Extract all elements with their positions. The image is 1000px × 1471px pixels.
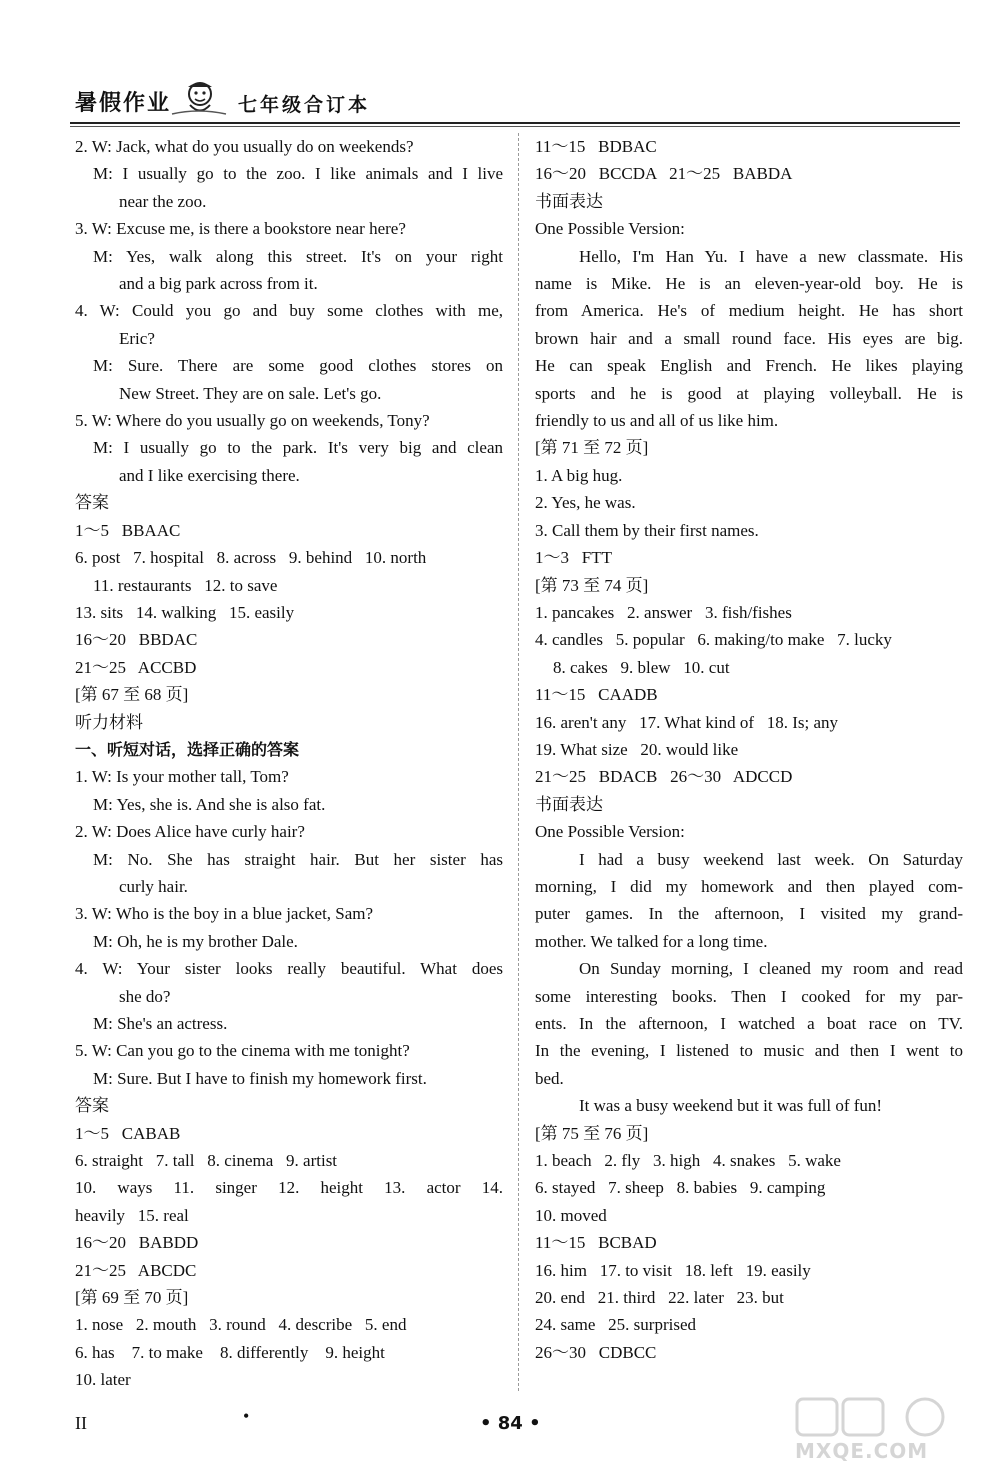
right-column-line: 10. moved — [535, 1205, 607, 1225]
right-column-line: 16. him 17. to visit 18. left 19. easily — [535, 1260, 811, 1280]
right-column-line: mother. We talked for a long time. — [535, 931, 768, 951]
right-column-line: One Possible Version: — [535, 822, 685, 842]
right-column-line: friendly to us and all of us like him. — [535, 411, 779, 431]
left-column-line: M: She's an actress. — [93, 1014, 228, 1033]
left-column-line: 6. post 7. hospital 8. across 9. behind 10. north — [75, 548, 427, 568]
right-column-line: He can speak English and French. He likes playing — [535, 356, 963, 376]
left-column-line: M: Yes, walk along this street. It's on your right — [93, 246, 503, 266]
right-column-line: 11～15 BDBAC — [535, 137, 657, 156]
right-column-line: 24. same 25. surprised — [535, 1315, 697, 1335]
mascot-logo-icon — [168, 78, 230, 118]
right-column-line: In the evening, I listened to music and then I went to — [535, 1041, 963, 1061]
right-column-line: [第 71 至 72 页] — [535, 438, 649, 458]
left-column-line: [第 67 至 68 页] — [75, 685, 189, 705]
book-brand: 暑假作业 — [75, 90, 172, 116]
left-column — [75, 133, 503, 1394]
right-column-line: Hello, I'm Han Yu. I have a new classmate. His — [579, 246, 963, 266]
right-column-line: 16. aren't any 17. What kind of 18. Is; any — [535, 712, 839, 732]
right-column-line: brown hair and a small round face. His eyes are big. — [535, 328, 963, 348]
right-column-line: from America. He's of medium height. He has short — [535, 301, 963, 321]
right-column-line: 16～20 BCCDA 21～25 BABDA — [535, 164, 793, 184]
right-column-line: 11～15 CAADB — [535, 685, 658, 705]
left-column-line: 6. has 7. to make 8. differently 9. height — [75, 1342, 385, 1362]
right-column-line: [第 75 至 76 页] — [535, 1123, 649, 1143]
left-column-line: 21～25 ABCDC — [75, 1260, 197, 1280]
left-column-line: 1～5 CABAB — [75, 1123, 181, 1143]
right-column-line: I had a busy weekend last week. On Saturday — [579, 849, 963, 869]
left-column-line: 16～20 BABDD — [75, 1233, 199, 1253]
right-column-line: 2. Yes, he was. — [535, 493, 636, 513]
watermark-logo-icon — [795, 1395, 970, 1439]
left-column-line: M: Yes, she is. And she is also fat. — [93, 794, 326, 814]
left-column-line: 5. W: Can you go to the cinema with me tonight? — [75, 1041, 410, 1061]
left-column-line: 答案 — [75, 493, 109, 513]
left-column-line: 3. W: Who is the boy in a blue jacket, Sam? — [75, 904, 374, 924]
book-subtitle: 七年级合订本 — [238, 94, 371, 116]
header-rule — [70, 122, 960, 124]
footer-dot: • — [243, 1406, 250, 1426]
left-column-line: M: No. She has straight hair. But her sister has — [93, 849, 503, 869]
right-column-line: It was a busy weekend but it was full of fun! — [579, 1096, 883, 1116]
right-column-line: 26～30 CDBCC — [535, 1342, 657, 1362]
right-column-line: 1. pancakes 2. answer 3. fish/fishes — [535, 602, 792, 622]
left-column-line: 6. straight 7. tall 8. cinema 9. artist — [75, 1151, 338, 1171]
left-column-line: M: I usually go to the zoo. I like animals and I live — [93, 164, 503, 184]
left-column-line: 4. W: Could you go and buy some clothes with me, — [75, 301, 503, 321]
right-column-line: 书面表达 — [535, 191, 603, 211]
right-column-line: One Possible Version: — [535, 219, 685, 239]
left-column-line: 4. W: Your sister looks really beautiful. What does — [75, 959, 503, 979]
left-column-line: curly hair. — [119, 876, 188, 896]
right-column-line: name is Mike. He is an eleven-year-old boy. He is — [535, 274, 963, 294]
right-column-line: On Sunday morning, I cleaned my room and read — [579, 959, 963, 979]
right-column-line: sports and he is good at playing volleyball. He is — [535, 383, 963, 403]
left-column-line: 21～25 ACCBD — [75, 657, 197, 677]
right-column-line: 书面表达 — [535, 794, 603, 814]
left-column-line: 一、听短对话，选择正确的答案 — [75, 739, 300, 759]
left-column-line: M: Sure. But I have to finish my homework first. — [93, 1068, 427, 1088]
page-header — [70, 78, 960, 124]
left-column-line: 1～5 BBAAC — [75, 520, 181, 540]
left-column-line: M: Oh, he is my brother Dale. — [93, 931, 298, 951]
left-column-line: 2. W: Jack, what do you usually do on weekends? — [75, 137, 414, 156]
left-column-line: 1. W: Is your mother tall, Tom? — [75, 767, 289, 787]
watermark-site: MXQE.COM — [795, 1439, 929, 1463]
left-column-line: 5. W: Where do you usually go on weekends, Tony? — [75, 411, 430, 431]
left-column-line: 2. W: Does Alice have curly hair? — [75, 822, 305, 842]
left-column-line: 听力材料 — [75, 712, 143, 732]
right-column-line: 1. beach 2. fly 3. high 4. snakes 5. wake — [535, 1151, 841, 1171]
left-column-line: 13. sits 14. walking 15. easily — [75, 602, 295, 622]
left-column-line: 16～20 BBDAC — [75, 630, 198, 650]
left-column-line: near the zoo. — [119, 191, 207, 211]
left-column-line: heavily 15. real — [75, 1205, 189, 1225]
right-column-line: 20. end 21. third 22. later 23. but — [535, 1288, 784, 1308]
left-column-line: New Street. They are on sale. Let's go. — [119, 383, 382, 403]
right-column — [535, 133, 963, 1366]
left-column-line: M: I usually go to the park. It's very big and clean — [93, 438, 503, 458]
right-column-line: morning, I did my homework and then played com- — [535, 876, 963, 896]
left-column-line: 10. later — [75, 1370, 131, 1390]
left-column-line: 3. W: Excuse me, is there a bookstore near here? — [75, 219, 406, 239]
footer-section-mark: II — [75, 1413, 87, 1433]
right-column-line: 21～25 BDACB 26～30 ADCCD — [535, 767, 793, 787]
right-column-line: 3. Call them by their first names. — [535, 520, 759, 540]
right-column-line: 11～15 BCBAD — [535, 1233, 657, 1253]
left-column-line: [第 69 至 70 页] — [75, 1288, 189, 1308]
left-column-line: and I like exercising there. — [119, 465, 300, 485]
left-column-line: she do? — [119, 986, 171, 1006]
left-column-line: 1. nose 2. mouth 3. round 4. describe 5. end — [75, 1315, 407, 1335]
right-column-line: 6. stayed 7. sheep 8. babies 9. camping — [535, 1178, 826, 1198]
page-number: • 84 • — [480, 1413, 541, 1434]
column-divider — [518, 133, 519, 1391]
right-column-line: 4. candles 5. popular 6. making/to make 7. lucky — [535, 630, 892, 650]
right-column-line: puter games. In the afternoon, I visited my grand- — [535, 904, 963, 924]
header-rule-thin — [70, 126, 960, 127]
left-column-line: and a big park across from it. — [119, 274, 318, 294]
right-column-line: ents. In the afternoon, I watched a boat race on TV. — [535, 1014, 963, 1033]
right-column-line: [第 73 至 74 页] — [535, 575, 649, 595]
left-column-line: 11. restaurants 12. to save — [93, 575, 278, 595]
left-column-line: 答案 — [75, 1096, 109, 1116]
right-column-line: bed. — [535, 1068, 564, 1088]
left-column-line: 10. ways 11. singer 12. height 13. actor 14. — [75, 1178, 503, 1198]
left-column-line: M: Sure. There are some good clothes stores on — [93, 356, 503, 376]
watermark — [795, 1395, 970, 1465]
right-column-line: 8. cakes 9. blew 10. cut — [553, 657, 730, 677]
right-column-line: 1. A big hug. — [535, 465, 623, 485]
right-column-line: some interesting books. Then I cooked for my par- — [535, 986, 963, 1006]
right-column-line: 19. What size 20. would like — [535, 739, 739, 759]
right-column-line: 1～3 FTT — [535, 548, 612, 568]
left-column-line: Eric? — [119, 328, 155, 348]
